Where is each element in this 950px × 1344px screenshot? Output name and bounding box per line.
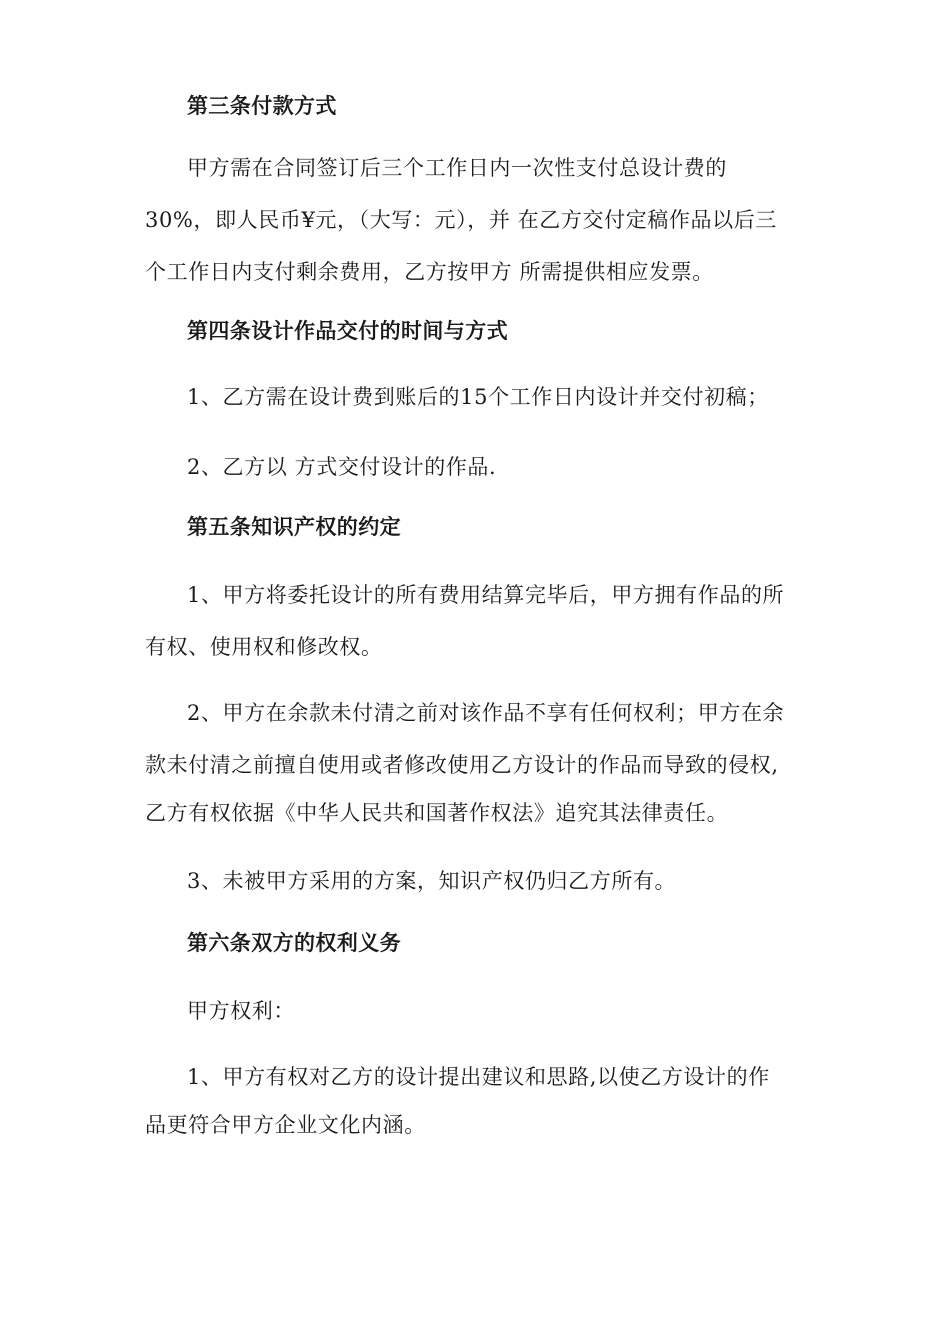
article-3-paragraph-line-2: 30%，即人民币¥元，（大写：元），并 在乙方交付定稿作品以后三: [145, 208, 777, 232]
article-6-item-1-line-1: 1、甲方有权对乙方的设计提出建议和思路,以使乙方设计的作: [187, 1065, 770, 1089]
article-3-paragraph-line-3: 个工作日内支付剩余费用，乙方按甲方 所需提供相应发票。: [145, 260, 714, 284]
article-4-heading: 第四条设计作品交付的时间与方式: [187, 319, 508, 343]
article-4-item-1: 1、乙方需在设计费到账后的15个工作日内设计并交付初稿；: [187, 385, 769, 409]
article-3-heading: 第三条付款方式: [187, 94, 337, 118]
article-4-item-2: 2、乙方以 方式交付设计的作品.: [187, 455, 497, 479]
article-5-heading: 第五条知识产权的约定: [187, 515, 401, 539]
article-5-item-2-line-2: 款未付清之前擅自使用或者修改使用乙方设计的作品而导致的侵权,: [145, 753, 779, 777]
article-6-item-1-line-2: 品更符合甲方企业文化内涵。: [145, 1113, 426, 1137]
article-5-item-3: 3、未被甲方采用的方案，知识产权仍归乙方所有。: [187, 869, 677, 893]
article-6-subheading: 甲方权利：: [187, 999, 295, 1023]
article-5-item-1-line-1: 1、甲方将委托设计的所有费用结算完毕后，甲方拥有作品的所: [187, 583, 785, 607]
article-5-item-2-line-3: 乙方有权依据《中华人民共和国著作权法》追究其法律责任。: [145, 801, 729, 825]
article-3-paragraph-line-1: 甲方需在合同签订后三个工作日内一次性支付总设计费的: [187, 156, 727, 180]
article-5-item-2-line-1: 2、甲方在余款未付清之前对该作品不享有任何权利；甲方在余: [187, 701, 785, 725]
article-6-heading: 第六条双方的权利义务: [187, 931, 401, 955]
article-5-item-1-line-2: 有权、使用权和修改权。: [145, 635, 383, 659]
